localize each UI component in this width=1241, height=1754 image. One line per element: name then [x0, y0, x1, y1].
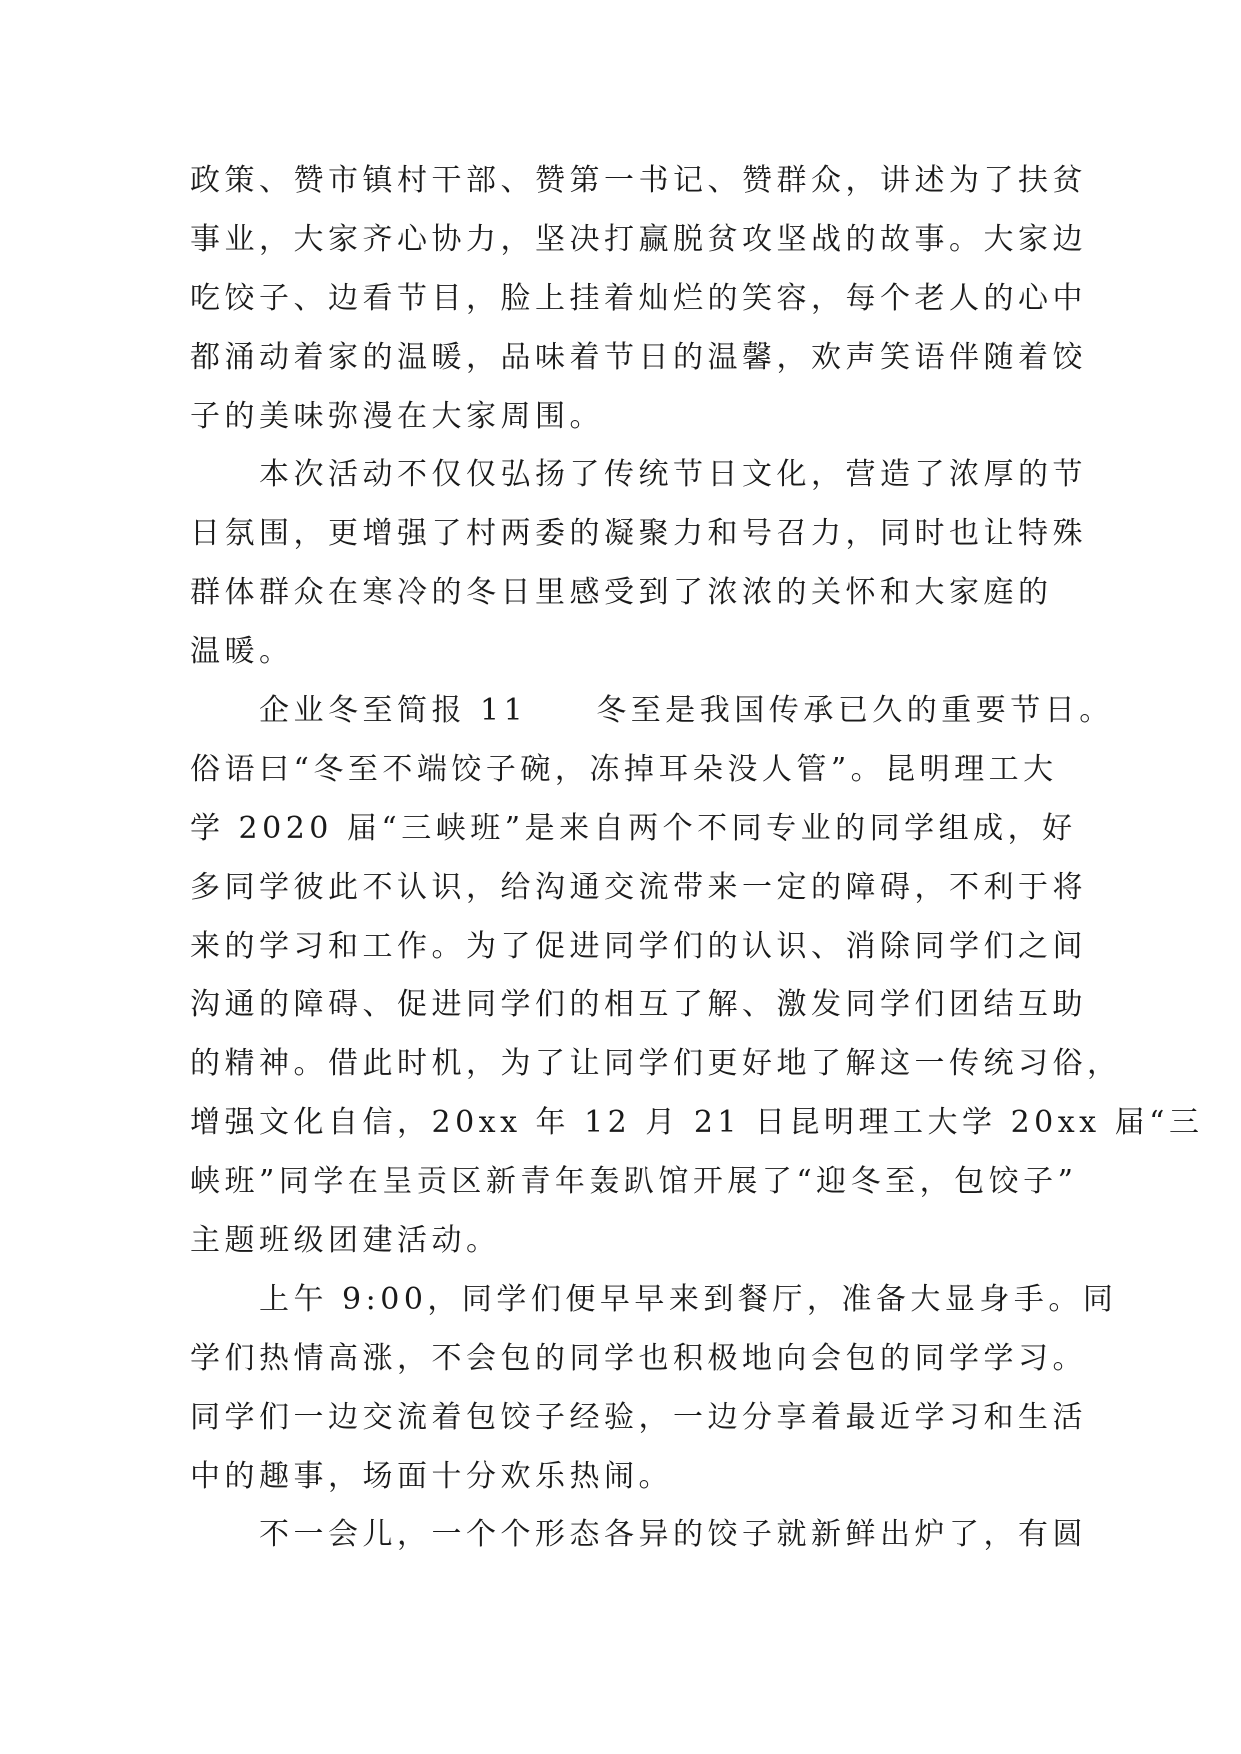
text-line: 增强文化自信，20xx 年 12 月 21 日昆明理工大学 20xx 届“三 — [190, 1105, 1204, 1141]
text-line: 企业冬至简报 11 冬至是我国传承已久的重要节日。 — [190, 693, 1114, 729]
text-line: 学 2020 届“三峡班”是来自两个不同专业的同学组成，好 — [190, 810, 1077, 846]
text-line: 子的美味弥漫在大家周围。 — [190, 398, 604, 434]
document-body — [190, 152, 1204, 1565]
text-line: 来的学习和工作。为了促进同学们的认识、消除同学们之间 — [190, 928, 1087, 964]
text-line: 沟通的障碍、促进同学们的相互了解、激发同学们团结互助 — [190, 987, 1087, 1023]
text-line: 多同学彼此不认识，给沟通交流带来一定的障碍，不利于将 — [190, 869, 1087, 905]
text-line: 俗语曰“冬至不端饺子碗，冻掉耳朵没人管”。昆明理工大 — [190, 751, 1058, 787]
text-line: 吃饺子、边看节目，脸上挂着灿烂的笑容，每个老人的心中 — [190, 280, 1087, 316]
text-line: 本次活动不仅仅弘扬了传统节日文化，营造了浓厚的节 — [190, 457, 1087, 493]
text-line: 同学们一边交流着包饺子经验，一边分享着最近学习和生活 — [190, 1399, 1087, 1435]
text-line: 温暖。 — [190, 634, 294, 670]
text-line: 中的趣事，场面十分欢乐热闹。 — [190, 1458, 673, 1494]
text-line: 的精神。借此时机，为了让同学们更好地了解这一传统习俗， — [190, 1046, 1122, 1082]
text-line: 日氛围，更增强了村两委的凝聚力和号召力，同时也让特殊 — [190, 516, 1087, 552]
text-line: 峡班”同学在呈贡区新青年轰趴馆开展了“迎冬至，包饺子” — [190, 1164, 1078, 1200]
text-line: 事业，大家齐心协力，坚决打赢脱贫攻坚战的故事。大家边 — [190, 221, 1087, 257]
text-line: 上午 9:00，同学们便早早来到餐厅，准备大显身手。同 — [190, 1281, 1118, 1317]
text-line: 主题班级团建活动。 — [190, 1223, 501, 1259]
text-line: 学们热情高涨，不会包的同学也积极地向会包的同学学习。 — [190, 1340, 1087, 1376]
text-line: 都涌动着家的温暖，品味着节日的温馨，欢声笑语伴随着饺 — [190, 339, 1087, 375]
text-line: 群体群众在寒冷的冬日里感受到了浓浓的关怀和大家庭的 — [190, 575, 1053, 611]
text-line: 政策、赞市镇村干部、赞第一书记、赞群众，讲述为了扶贫 — [190, 163, 1087, 198]
text-line: 不一会儿，一个个形态各异的饺子就新鲜出炉了，有圆 — [190, 1517, 1087, 1553]
